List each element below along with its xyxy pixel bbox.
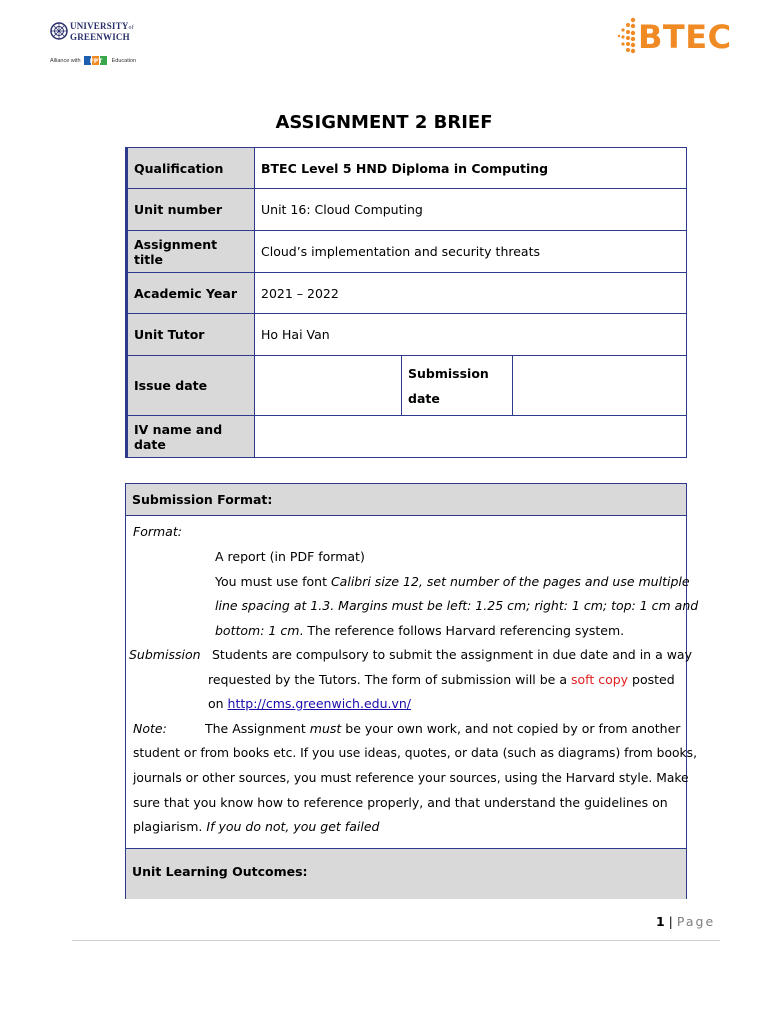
assignment-info-table (125, 147, 687, 458)
cms-link[interactable]: http://cms.greenwich.edu.vn/ (227, 696, 411, 711)
format-label: Format: (133, 524, 182, 539)
format-line-4 (215, 623, 624, 639)
btec-dots-icon (616, 16, 638, 56)
note-line-5-text: plagiarism. (133, 819, 207, 834)
submission-line-1: Students are compulsory to submit the assignment in due date and in a way (212, 647, 692, 662)
unit-number-value: Unit 16: Cloud Computing (255, 189, 687, 231)
note-line-1-end: be your own work, and not copied by or from another (341, 721, 681, 736)
assignment-title-label: Assignment title (127, 231, 255, 273)
qualification-label: Qualification (127, 148, 255, 189)
unit-tutor-label: Unit Tutor (127, 314, 255, 356)
submission-date-label-line2: date (408, 390, 440, 406)
table-row (127, 148, 687, 189)
format-line-3: line spacing at 1.3. Margins must be left: 1.25 cm; right: 1 cm; top: 1 cm and (215, 598, 699, 613)
page-separator: | (664, 914, 677, 929)
assignment-title-value: Cloud’s implementation and security threats (255, 231, 687, 273)
alliance-line (50, 56, 136, 65)
iv-name-date-value (255, 416, 687, 458)
issue-date-value (255, 356, 402, 416)
note-must: must (309, 721, 342, 736)
academic-year-label: Academic Year (127, 273, 255, 314)
submission-label: Submission (129, 647, 201, 662)
university-name-of: of (128, 25, 134, 31)
submission-line-3 (208, 696, 411, 712)
note-line-3: journals or other sources, you must reference your sources, using the Harvard style. Make (133, 771, 689, 785)
table-row (127, 416, 687, 458)
format-line-2-text: You must use font (215, 574, 331, 589)
unit-number-label: Unit number (127, 189, 255, 231)
format-line-4-text: . The reference follows Harvard referencing system. (299, 623, 625, 638)
note-line-2: student or from books etc. If you use ideas, quotes, or data (such as diagrams) from books, (133, 746, 697, 760)
fpt-logo-text: FPT (89, 58, 103, 65)
note-line-5-italic: If you do not, you get failed (206, 819, 380, 834)
page-word: Page (676, 914, 716, 929)
note-label: Note: (133, 721, 167, 736)
alliance-suffix: Education (111, 57, 137, 64)
note-line-1 (205, 721, 680, 737)
submission-line-2 (208, 672, 675, 688)
submission-date-value (513, 356, 687, 416)
table-row (127, 356, 687, 416)
btec-wordmark: BTEC (638, 18, 732, 56)
soft-copy-highlight: soft copy (570, 672, 629, 687)
table-row (127, 273, 687, 314)
format-line-1: A report (in PDF format) (215, 549, 365, 564)
note-line-5 (133, 819, 379, 835)
university-name (70, 22, 134, 42)
page-title: ASSIGNMENT 2 BRIEF (275, 112, 493, 133)
issue-date-label: Issue date (127, 356, 255, 416)
submission-format-body (126, 516, 699, 849)
format-line-2 (215, 574, 690, 590)
university-of-greenwich-logo (48, 18, 148, 68)
footer-divider (72, 940, 720, 941)
table-row (127, 189, 687, 231)
alliance-prefix: Alliance with (50, 57, 81, 64)
table-row (127, 314, 687, 356)
unit-learning-outcomes-header: Unit Learning Outcomes: (126, 848, 686, 899)
note-line-1-text: The Assignment (205, 721, 310, 736)
university-name-line1: UNIVERSITY (70, 21, 129, 31)
btec-logo (616, 16, 746, 58)
iv-name-date-label: IV name and date (127, 416, 255, 458)
note-line-4: sure that you know how to reference properly, and that understand the guidelines on (133, 795, 668, 810)
submission-date-label-line1: Submission (408, 365, 489, 381)
university-crest-icon (50, 22, 68, 40)
academic-year-value: 2021 – 2022 (255, 273, 687, 314)
page-number: 1 (656, 914, 665, 929)
qualification-value: BTEC Level 5 HND Diploma in Computing (255, 148, 687, 189)
format-line-2-italic: Calibri size 12, set number of the pages and use multiple (330, 574, 690, 589)
fpt-logo-icon (84, 56, 108, 65)
university-name-line2: GREENWICH (70, 32, 130, 42)
submission-line-2-end: posted (628, 672, 675, 687)
submission-format-header: Submission Format: (126, 484, 686, 516)
submission-format-box (125, 483, 699, 899)
table-row (127, 231, 687, 273)
unit-tutor-value: Ho Hai Van (255, 314, 687, 356)
submission-line-2-text: requested by the Tutors. The form of submission will be a (208, 672, 571, 687)
submission-date-label (402, 356, 513, 416)
format-line-4-italic: bottom: 1 cm (215, 623, 300, 638)
submission-line-3-text: on (208, 696, 228, 711)
page-number-footer (656, 914, 715, 929)
